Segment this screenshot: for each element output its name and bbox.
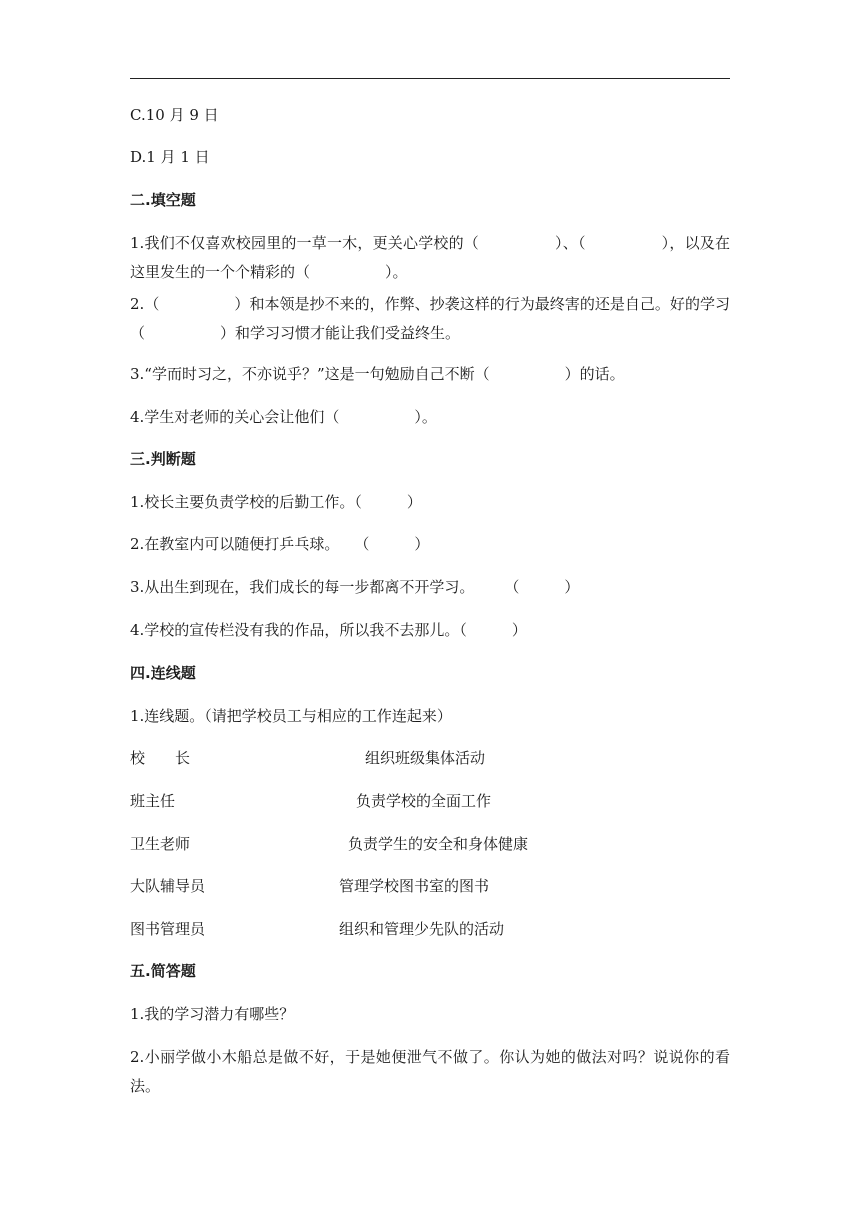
judge-question-1: 1.校长主要负责学校的后勤工作。（ ） [130,493,422,511]
match-right-item: 负责学生的安全和身体健康 [348,835,529,853]
match-left-item: 大队辅导员 [130,877,206,895]
match-question-1: 1.连线题。（请把学校员工与相应的工作连起来） [130,707,452,725]
match-left-item: 卫生老师 [130,835,191,853]
match-left-item: 校 长 [130,749,191,767]
match-pair [130,830,730,859]
match-pair [130,744,730,773]
judge-question-4: 4.学校的宣传栏没有我的作品，所以我不去那儿。（ ） [130,621,527,639]
fill-question-4: 4.学生对老师的关心会让他们（ ）。 [130,408,437,426]
match-pair [130,872,730,901]
match-pair [130,787,730,816]
fill-question-1: 1.我们不仅喜欢校园里的一草一木，更关心学校的（ ）、（ ），以及在这里发生的一个个精彩的（ ）。 [130,234,730,281]
fill-question-3: 3.“学而时习之，不亦说乎？”这是一句勉励自己不断（ ）的话。 [130,365,625,383]
option-c: C.10 月 9 日 [130,106,219,124]
fill-question-2: 2.（ ）和本领是抄不来的，作弊、抄袭这样的行为最终害的还是自己。好的学习（ ）和学习习惯才能让我们受益终生。 [130,295,730,342]
judge-question-2: 2.在教室内可以随便打乒乓球。 （ ） [130,535,430,553]
match-right-item: 管理学校图书室的图书 [339,877,490,895]
option-d: D.1 月 1 日 [130,148,210,166]
match-right-item: 组织和管理少先队的活动 [339,920,505,938]
match-pair [130,915,730,944]
judge-question-3: 3.从出生到现在，我们成长的每一步都离不开学习。 （ ） [130,578,580,596]
section-title-match: 四.连线题 [130,664,196,682]
match-right-item: 负责学校的全面工作 [356,792,492,810]
short-question-2: 2.小丽学做小木船总是做不好，于是她便泄气不做了。你认为她的做法对吗？说说你的看法。 [130,1048,730,1095]
header-rule [130,78,730,79]
section-title-fill: 二.填空题 [130,191,196,209]
section-title-judge: 三.判断题 [130,450,196,468]
match-right-item: 组织班级集体活动 [365,749,486,767]
match-left-item: 图书管理员 [130,920,206,938]
section-title-short: 五.简答题 [130,962,196,980]
short-question-1: 1.我的学习潜力有哪些？ [130,1005,295,1023]
match-left-item: 班主任 [130,792,176,810]
